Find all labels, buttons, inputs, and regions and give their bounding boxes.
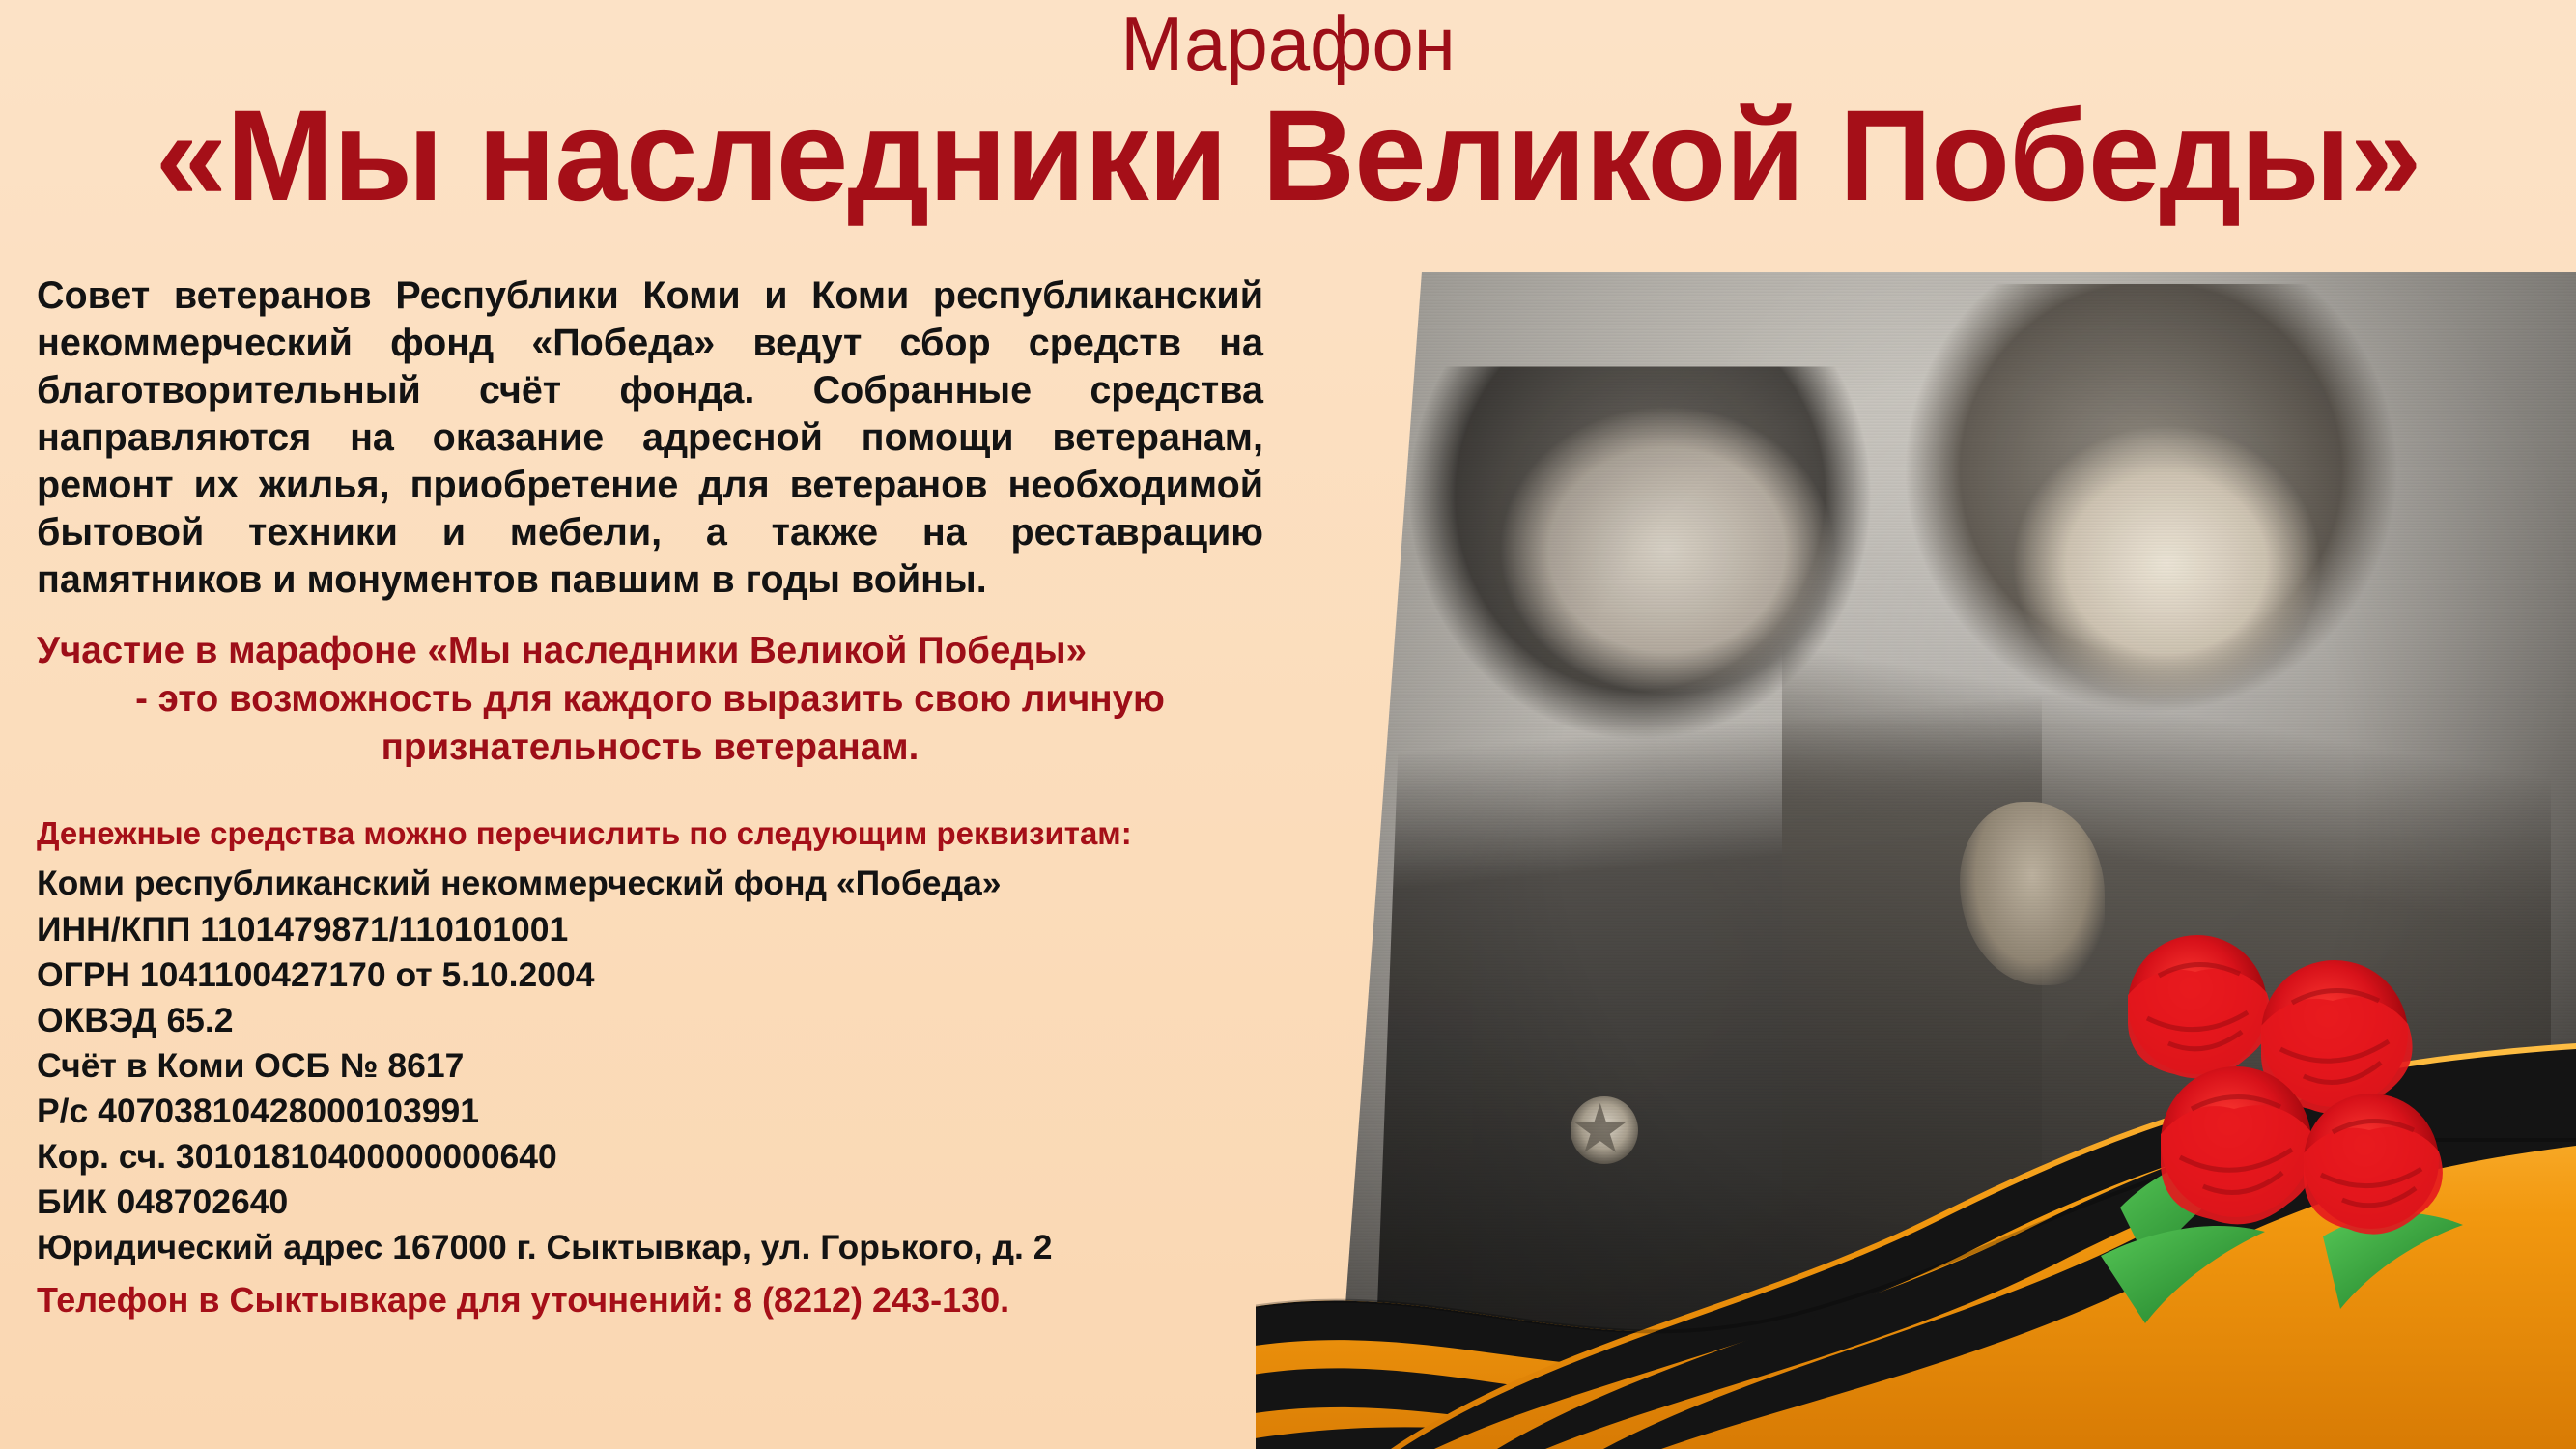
requisites-line: ОГРН 1041100427170 от 5.10.2004 <box>37 954 595 994</box>
requisites-line: Кор. сч. 30101810400000000640 <box>37 1136 557 1176</box>
accent-statement <box>37 627 1263 772</box>
accent-line-1: Участие в марафоне «Мы наследники Великой Победы» <box>37 629 1088 671</box>
poster-header <box>0 0 2576 228</box>
requisites-line: Юридический адрес 167000 г. Сыктывкар, ул. Горького, д. 2 <box>37 1227 1053 1266</box>
left-content-column <box>37 272 1283 1323</box>
accent-line-3: признательность ветеранам. <box>381 725 920 768</box>
contact-phone: Телефон в Сыктывкаре для уточнений: 8 (8212) 243-130. <box>37 1279 1010 1320</box>
requisites-line: Счёт в Коми ОСБ № 8617 <box>37 1045 465 1085</box>
bank-requisites-block <box>37 812 1273 1323</box>
carnation-flowers <box>2081 918 2545 1333</box>
intro-paragraph: Совет ветеранов Республики Коми и Коми республиканский некоммерческий фонд «Победа» ведут сбор средств на благотворительный счёт фонда. Собранные средства направляются на оказание адресной помощи ветеранам, ремонт их жилья, приобретение для ветеранов необходимой бытовой техники и мебели, а также на реставрацию памятников и монументов павшим в годы войны. <box>37 274 1263 601</box>
requisites-line: Коми республиканский некоммерческий фонд «Победа» <box>37 864 1002 903</box>
header-subtitle: Марафон <box>1120 1 1456 86</box>
flower-heads <box>2128 935 2443 1235</box>
requisites-line: БИК 048702640 <box>37 1181 289 1221</box>
requisites-line: ОКВЭД 65.2 <box>37 1000 234 1039</box>
accent-line-2: - это возможность для каждого выразить свою личную <box>135 677 1165 720</box>
intro-paragraph-block <box>37 272 1263 604</box>
requisites-title: Денежные средства можно перечислить по следующим реквизитам: <box>37 814 1132 851</box>
requisites-line: Р/с 40703810428000103991 <box>37 1091 480 1130</box>
requisites-line: ИНН/КПП 1101479871/110101001 <box>37 909 569 949</box>
page-title: «Мы наследники Великой Победы» <box>155 84 2421 228</box>
